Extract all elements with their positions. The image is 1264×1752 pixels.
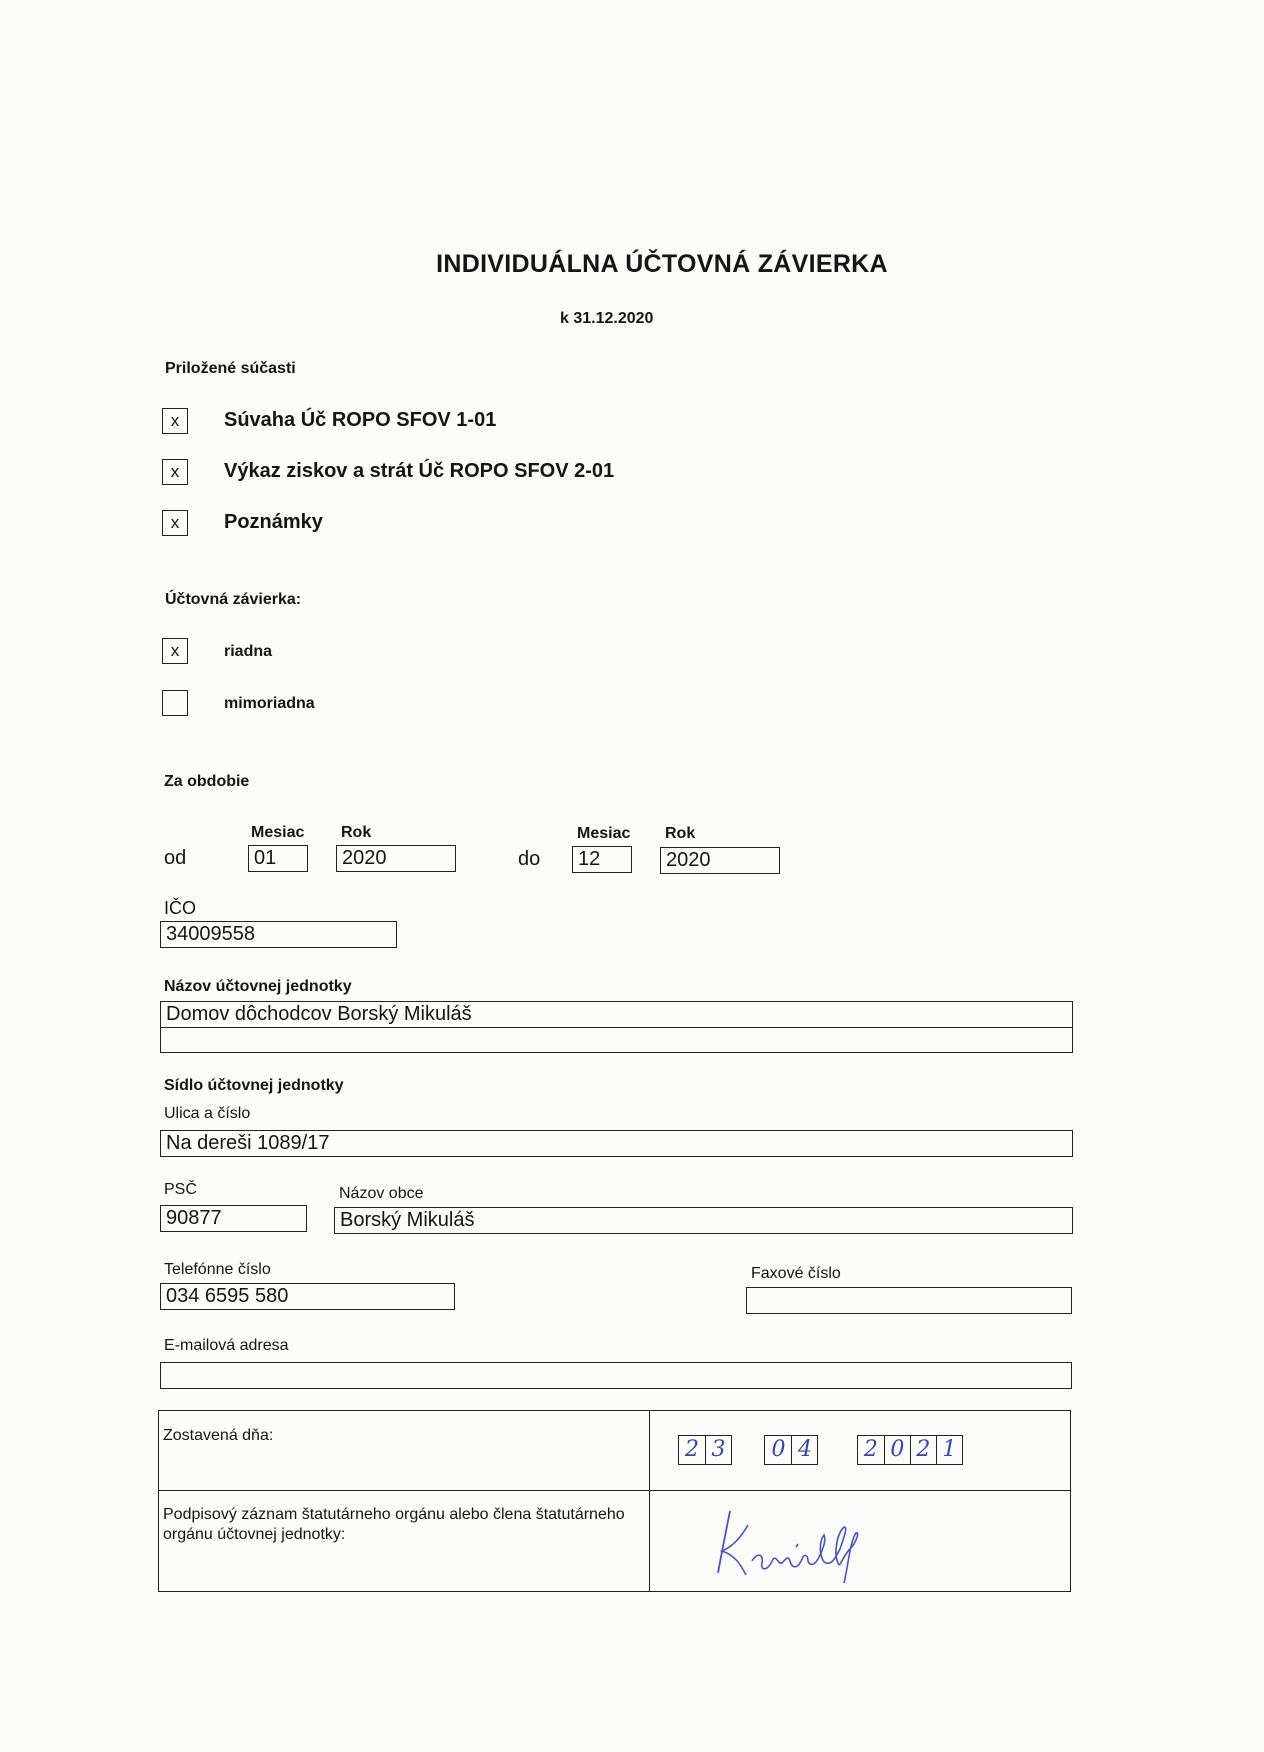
balance-sheet-label: Súvaha Úč ROPO SFOV 1-01 xyxy=(224,409,497,431)
document-title: INDIVIDUÁLNA ÚČTOVNÁ ZÁVIERKA xyxy=(436,250,888,278)
email-label: E-mailová adresa xyxy=(164,1337,289,1354)
phone-field[interactable]: 034 6595 580 xyxy=(160,1283,455,1310)
date-digit: 0 xyxy=(884,1436,910,1464)
street-label: Ulica a číslo xyxy=(164,1105,251,1122)
signature-cell[interactable] xyxy=(650,1491,1071,1592)
compiled-date-label: Zostavená dňa: xyxy=(163,1427,274,1444)
to-label: do xyxy=(518,848,541,870)
checkbox-extraordinary[interactable] xyxy=(162,690,188,716)
ico-field[interactable]: 34009558 xyxy=(160,921,397,948)
date-digit: 4 xyxy=(791,1436,817,1464)
date-digit: 2 xyxy=(685,1437,699,1462)
regular-label: riadna xyxy=(224,643,273,660)
signature-label-cell xyxy=(159,1491,650,1592)
closing-type-heading: Účtovná závierka: xyxy=(165,591,302,608)
to-month-label: Mesiac xyxy=(577,825,631,842)
from-year-label: Rok xyxy=(341,824,372,841)
compiled-date-cell[interactable] xyxy=(650,1411,1071,1491)
checkbox-regular[interactable]: x xyxy=(162,638,188,664)
city-label: Názov obce xyxy=(339,1185,424,1202)
signature-table xyxy=(158,1410,1071,1592)
phone-label: Telefónne číslo xyxy=(164,1261,271,1278)
attached-parts-heading: Priložené súčasti xyxy=(165,360,296,377)
date-digit: 1 xyxy=(936,1436,962,1464)
signature-label: Podpisový záznam štatutárneho orgánu alebo člena štatutárneho orgánu účtovnej jednotky: xyxy=(163,1506,625,1543)
checkbox-profit-loss[interactable]: x xyxy=(162,459,188,485)
zip-field[interactable]: 90877 xyxy=(160,1205,307,1232)
entity-name-line2[interactable] xyxy=(161,1027,1072,1052)
checkbox-notes[interactable]: x xyxy=(162,510,188,536)
entity-name-line1[interactable]: Domov dôchodcov Borský Mikuláš xyxy=(166,1003,472,1025)
profit-loss-label: Výkaz ziskov a strát Úč ROPO SFOV 2-01 xyxy=(224,460,615,482)
period-heading: Za obdobie xyxy=(164,773,250,790)
compiled-day[interactable] xyxy=(678,1435,732,1465)
street-field[interactable]: Na dereši 1089/17 xyxy=(160,1130,1073,1157)
report-date: k 31.12.2020 xyxy=(560,310,654,327)
notes-label: Poznámky xyxy=(224,511,323,533)
to-year-field[interactable]: 2020 xyxy=(660,847,780,874)
email-field[interactable] xyxy=(160,1362,1072,1389)
city-field[interactable]: Borský Mikuláš xyxy=(334,1207,1073,1234)
extraordinary-label: mimoriadna xyxy=(224,695,315,712)
date-digit: 3 xyxy=(705,1436,731,1464)
fax-label: Faxové číslo xyxy=(751,1265,841,1282)
zip-label: PSČ xyxy=(164,1181,197,1198)
to-year-label: Rok xyxy=(665,825,696,842)
address-heading: Sídlo účtovnej jednotky xyxy=(164,1077,344,1094)
from-label: od xyxy=(164,847,187,869)
entity-name-field[interactable] xyxy=(160,1001,1073,1053)
checkbox-balance-sheet[interactable]: x xyxy=(162,408,188,434)
compiled-year[interactable] xyxy=(857,1435,963,1465)
compiled-month[interactable] xyxy=(764,1435,818,1465)
from-month-label: Mesiac xyxy=(251,824,305,841)
ico-label: IČO xyxy=(164,898,197,918)
fax-field[interactable] xyxy=(746,1287,1072,1314)
date-digit: 0 xyxy=(771,1437,786,1462)
date-digit: 2 xyxy=(910,1436,936,1464)
handwritten-signature xyxy=(650,1491,1070,1591)
date-digit: 2 xyxy=(863,1437,878,1462)
from-year-field[interactable]: 2020 xyxy=(336,845,456,872)
entity-name-label: Názov účtovnej jednotky xyxy=(164,978,352,995)
from-month-field[interactable]: 01 xyxy=(248,845,308,872)
compiled-date-label-cell xyxy=(159,1411,650,1491)
to-month-field[interactable]: 12 xyxy=(572,846,632,873)
